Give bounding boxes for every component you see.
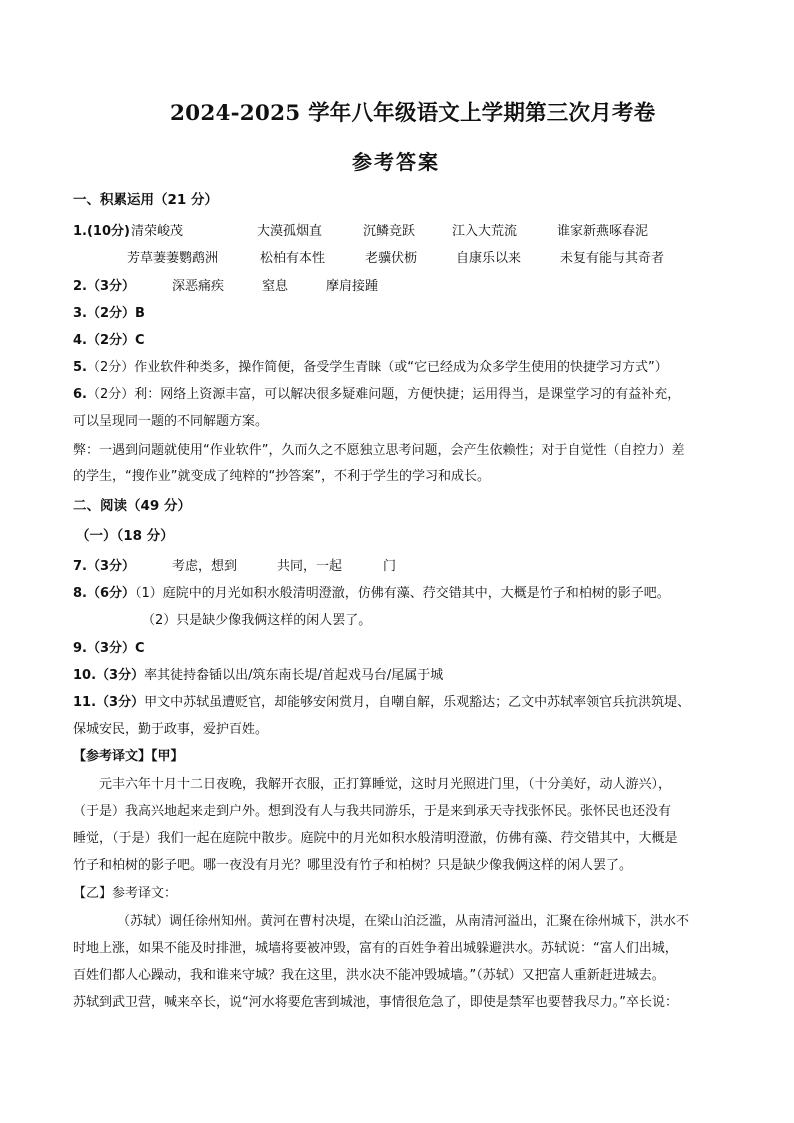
question-6-text: （2分）利：网络上资源丰富，可以解决很多疑难问题，方便快捷；运用得当，是课堂学习的有益补充， [86, 387, 681, 402]
question-11-text: 甲文中苏轼虽遭贬官，却能够安闲赏月，自嘲自解，乐观豁达；乙文中苏轼率领官兵抗洪筑堤、 [144, 695, 691, 710]
translation-b-line: （苏轼）调任徐州知州。黄河在曹村决堤，在梁山泊泛滥，从南清河溢出，汇聚在徐州城下，洪水不 [117, 914, 690, 929]
question-9 [73, 637, 145, 656]
answer-item: 沉鳞竞跃 [363, 224, 416, 239]
answer-item: 清荣峻茂 [131, 224, 184, 239]
page-title: 2024-2025 学年八年级语文上学期第三次月考卷 [170, 101, 656, 126]
question-6-line-4: 的学生，“搜作业”就变成了纯粹的“抄答案”，不利于学生的学习和成长。 [73, 469, 490, 484]
question-3-answer: B [135, 306, 145, 321]
question-8-number: 8.（6分） [73, 586, 136, 601]
section-heading-1: 一、积累运用（21 分） [73, 192, 218, 208]
question-1-row-2 [73, 247, 713, 265]
answer-item: 窒息 [262, 279, 289, 294]
question-10 [73, 664, 443, 683]
answer-item: 摩肩接踵 [326, 279, 379, 294]
question-7 [73, 555, 713, 573]
answer-item: 自康乐以来 [456, 251, 522, 266]
question-6-line-3: 弊：一遇到问题就使用“作业软件”，久而久之不愿独立思考问题，会产生依赖性；对于自觉性（自控力）差 [73, 443, 685, 458]
translation-a-line: 竹子和柏树的影子吧。哪一夜没有月光？哪里没有竹子和柏树？只是缺少像我俩这样的闲人罢了。 [73, 858, 633, 873]
question-9-number: 9.（3分） [73, 641, 136, 656]
section-heading-2: 二、阅读（49 分） [73, 498, 191, 514]
answer-item: 未复有能与其奇者 [560, 251, 665, 266]
page-subtitle: 参考答案 [352, 150, 440, 174]
translation-a-heading: 【参考译文】【甲】 [73, 749, 184, 764]
answer-item: 江入大荒流 [452, 224, 518, 239]
translation-b-line: 苏轼到武卫营，喊来卒长，说“河水将要危害到城池，事情很危急了，即使是禁军也要替我尽力。”卒长说： [73, 995, 678, 1010]
subsection-heading: （一）（18 分） [76, 528, 174, 544]
answer-item: 老骥伏枥 [365, 251, 418, 266]
translation-a-line: （于是）我高兴地起来走到户外。想到没有人与我共同游乐，于是来到承天寺找张怀民。张怀民也还没有 [73, 804, 672, 819]
answer-item: 芳草萋萋鹦鹉洲 [127, 251, 219, 266]
question-8-text: （1）庭院中的月光如积水般清明澄澈，仿佛有藻、荇交错其中，大概是竹子和柏树的影子吧。 [135, 586, 670, 601]
answer-item: 深恶痛疾 [172, 279, 225, 294]
question-4-answer: C [135, 333, 145, 348]
question-5 [73, 356, 668, 375]
question-4 [73, 329, 145, 348]
question-11-line-1 [73, 691, 690, 710]
question-6-line-2: 可以呈现同一题的不同解题方案。 [73, 414, 269, 429]
answer-item: 大漠孤烟直 [257, 224, 323, 239]
question-4-number: 4.（2分） [73, 333, 136, 348]
answer-item: 考虑，想到 [172, 559, 238, 574]
question-3-number: 3.（2分） [73, 306, 136, 321]
question-3 [73, 302, 145, 321]
translation-b-heading: 【乙】参考译文： [73, 886, 178, 901]
question-10-text: 率其徒持畚锸以出/筑东南长堤/首起戏马台/尾属于城 [144, 668, 444, 683]
translation-b-line: 百姓们都人心躁动，我和谁来守城？我在这里，洪水决不能冲毁城墙。”（苏轼）又把富人重新赶进城去。 [73, 968, 665, 983]
question-11-line-2: 保城安民，勤于政事，爱护百姓。 [73, 722, 269, 737]
answer-item: 门 [383, 559, 397, 574]
answer-item: 谁家新燕啄春泥 [557, 224, 649, 239]
question-1-row-1 [73, 220, 713, 238]
question-6-number: 6. [73, 387, 87, 402]
question-8-line-1 [73, 582, 670, 601]
question-10-number: 10.（3分） [73, 668, 145, 683]
question-9-answer: C [135, 641, 145, 656]
question-7-number: 7.（3分） [73, 559, 136, 574]
answer-item: 松柏有本性 [260, 251, 326, 266]
question-11-number: 11.（3分） [73, 695, 145, 710]
translation-b-line: 时地上涨，如果不能及时排泄，城墙将要被冲毁，富有的百姓争着出城躲避洪水。苏轼说：“富人们出城， [73, 941, 678, 956]
translation-a-line: 睡觉，（于是）我们一起在庭院中散步。庭院中的月光如积水般清明澄澈，仿佛有藻、荇交错其中，大概是 [73, 831, 678, 846]
question-1-number: 1.(10分) [73, 224, 130, 239]
answer-item: 共同，一起 [277, 559, 343, 574]
question-8-line-2: （2）只是缺少像我俩这样的闲人罢了。 [142, 613, 372, 628]
question-2-number: 2.（3分） [73, 279, 136, 294]
translation-a-line: 元丰六年十月十二日夜晚，我解开衣服，正打算睡觉，这时月光照进门里，（十分美好，动人游兴）， [99, 777, 672, 792]
question-5-text: （2分）作业软件种类多，操作简便，备受学生青睐（或“它已经成为众多学生使用的快捷学习方式”） [86, 360, 668, 375]
question-5-number: 5. [73, 360, 87, 375]
question-2 [73, 275, 713, 293]
question-6-line-1 [73, 383, 680, 402]
